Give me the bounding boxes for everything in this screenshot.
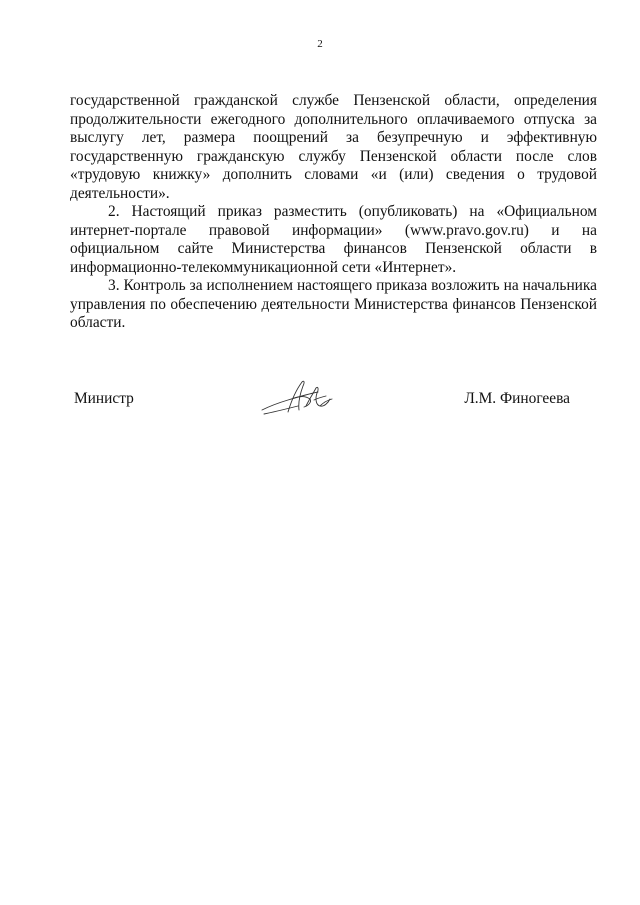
document-body: [70, 92, 597, 333]
page-number: 2: [317, 38, 323, 50]
paragraph-continuation: государственной гражданской службе Пензенской области, определения продолжительности ежегодного дополнительного оплачиваемого отпуска за выслугу лет, размера поощрений за безупречную и эффективную государственную гражданскую службу Пензенской области после слов «трудовую книжку» дополнить словами «и (или) сведения о трудовой деятельности».: [70, 92, 597, 202]
handwritten-signature-icon: [258, 376, 338, 422]
paragraph-publication: 2. Настоящий приказ разместить (опубликовать) на «Официальном интернет-портале правовой информации» (www.pravo.gov.ru) и на официальном сайте Министерства финансов Пензенской области в информационно-телекоммуникационной сети «Интернет».: [70, 203, 597, 276]
signatory-name: Л.М. Финогеева: [464, 390, 570, 407]
signatory-title: Министр: [74, 390, 134, 407]
paragraph-control: 3. Контроль за исполнением настоящего приказа возложить на начальника управления по обеспечению деятельности Министерства финансов Пензенской области.: [70, 277, 597, 331]
signature-block: [74, 382, 570, 422]
